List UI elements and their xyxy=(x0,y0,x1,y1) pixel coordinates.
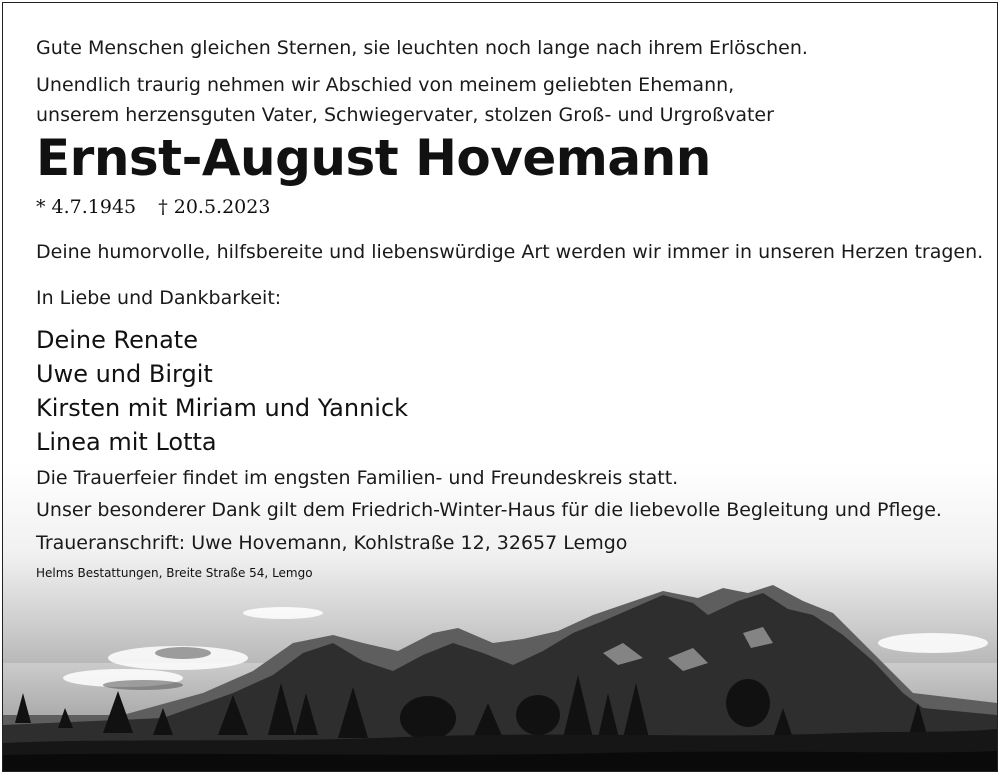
opening-quote: Gute Menschen gleichen Sternen, sie leuchten noch lange nach ihrem Erlöschen. xyxy=(36,37,808,59)
life-dates xyxy=(36,196,270,218)
intro-line-1: Unendlich traurig nehmen wir Abschied von meinem geliebten Ehemann, xyxy=(36,74,735,96)
obituary-notice xyxy=(2,2,998,772)
family-member: Linea mit Lotta xyxy=(36,428,217,456)
family-member: Deine Renate xyxy=(36,326,198,354)
funeral-info: Die Trauerfeier findet im engsten Familien- und Freundeskreis statt. xyxy=(36,467,679,489)
family-list xyxy=(36,323,408,459)
deceased-name: Ernst-August Hovemann xyxy=(36,129,711,187)
family-member: Uwe und Birgit xyxy=(36,360,213,388)
tribute-text: Deine humorvolle, hilfsbereite und liebenswürdige Art werden wir immer in unseren Herzen tragen. xyxy=(36,241,984,263)
death-date: † 20.5.2023 xyxy=(158,196,271,218)
undertaker-info: Helms Bestattungen, Breite Straße 54, Lemgo xyxy=(36,566,313,580)
family-member: Kirsten mit Miriam und Yannick xyxy=(36,394,409,422)
birth-date: * 4.7.1945 xyxy=(36,196,137,218)
mourning-address: Traueranschrift: Uwe Hovemann, Kohlstraße 12, 32657 Lemgo xyxy=(36,532,628,554)
thanks-label: In Liebe und Dankbarkeit: xyxy=(36,287,282,309)
special-thanks: Unser besonderer Dank gilt dem Friedrich-Winter-Haus für die liebevolle Begleitung und Pflege. xyxy=(36,499,942,521)
intro-line-2: unserem herzensguten Vater, Schwiegervater, stolzen Groß- und Urgroßvater xyxy=(36,104,774,126)
